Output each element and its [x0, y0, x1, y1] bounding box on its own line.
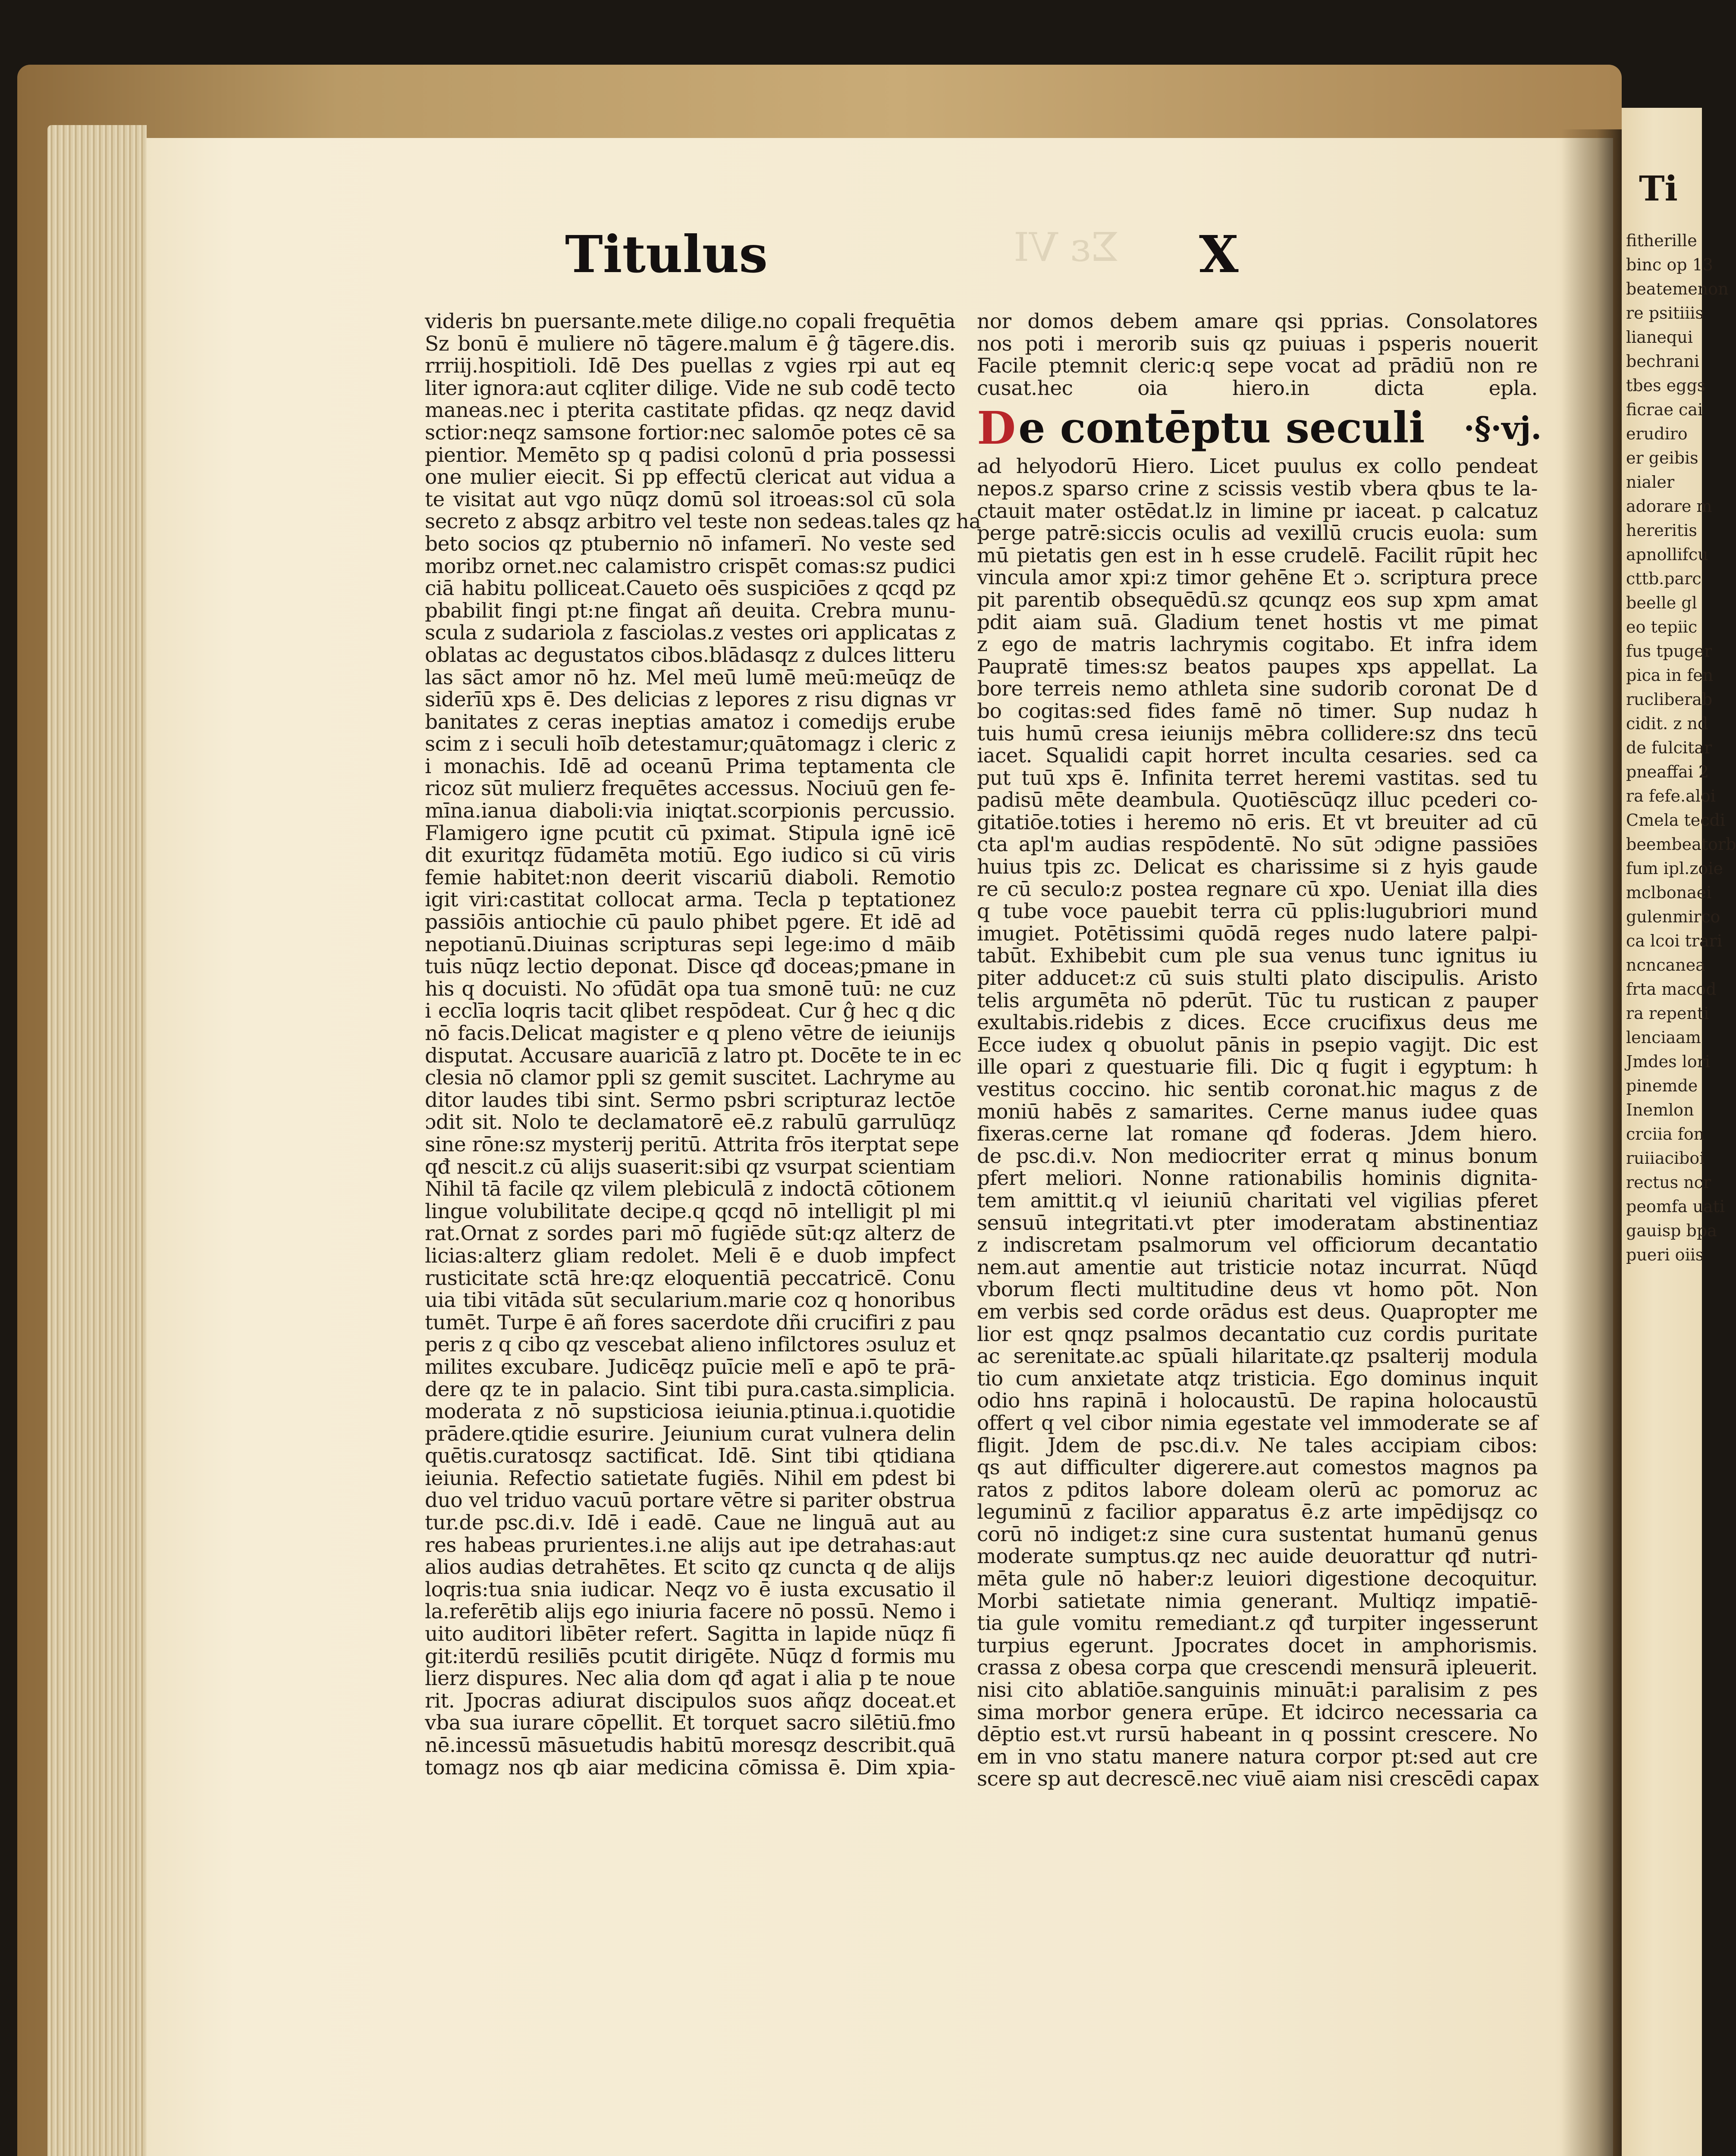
- text-line: dit exuritqz fūdamēta motiū. Ego iudico si cū viris: [425, 843, 955, 868]
- text-line: Sz bonū ē muliere nō tāgere.malum ē ĝ tāgere.dis.: [425, 332, 955, 356]
- text-line: imugiet. Potētissimi quōdā reges nudo latere palpi-: [977, 921, 1538, 946]
- text-line: tia gule vomitu remediant.z qđ turpiter ingesserunt: [977, 1611, 1538, 1636]
- facing-text-line: nialer: [1626, 473, 1675, 492]
- text-line: milites excubare. Judicēqz puīcie melī e apō te prā-: [425, 1355, 955, 1379]
- text-line: nō facis.Delicat magister e q pleno vētre de ieiunijs: [425, 1022, 955, 1045]
- text-line: ieiunia. Refectio satietate fugiēs. Nihil em pdest bi: [425, 1466, 955, 1490]
- facing-text-line: peomfa uati: [1626, 1197, 1725, 1216]
- text-line: Nihil tā facile qz vilem plebiculā z indoctā cōtionem: [425, 1177, 955, 1201]
- section-mark: ·§·vj.: [1463, 409, 1542, 446]
- text-line: Paupratē times:sz beatos paupes xps appellat. La: [977, 655, 1538, 679]
- text-line: uia tibi vitāda sūt secularium.marie coz q honoribus: [425, 1288, 955, 1313]
- show-through-text: Σε VI: [1014, 224, 1119, 270]
- text-line: Facile ptemnit cleric:q sepe vocat ad prādiū non re: [977, 354, 1538, 378]
- facing-text-line: lianequi: [1626, 328, 1693, 347]
- text-line: loqris:tua snia iudicar. Neqz vo ē iusta excusatio il: [425, 1577, 955, 1601]
- text-line: tomagz nos qb aiar medicina cōmissa ē. Dim xpia-: [425, 1755, 955, 1780]
- text-line: ad helyodorū Hiero. Licet puulus ex collo pendeat: [977, 454, 1538, 479]
- facing-text-line: hereritis: [1626, 521, 1697, 540]
- section-heading: [977, 401, 1542, 454]
- text-line: his q docuisti. No ɔfūdāt opa tua smonē tuū: ne cuz: [425, 977, 955, 1001]
- text-line: nē.incessū māsuetudis habitū moresqz describit.quā: [425, 1733, 955, 1757]
- text-line: disputat. Accusare auaricīā z latro pt. Docēte te in ec: [425, 1044, 962, 1068]
- text-line: Morbi satietate nimia generant. Multiqz impatiē-: [977, 1589, 1538, 1613]
- text-line: nos poti i merorib suis qz puiuas i psperis nouerit: [977, 332, 1538, 356]
- text-line: dere qz te in palacio. Sint tibi pura.casta.simplicia.: [425, 1377, 955, 1401]
- text-line: clesia nō clamor ppli sz gemit suscitet. Lachryme au: [425, 1066, 955, 1090]
- text-line: sima morbor genera erūpe. Et idcirco necessaria ca: [977, 1700, 1538, 1724]
- text-line: moniū habēs z samarites. Cerne manus iudee quas: [977, 1100, 1538, 1124]
- text-line: fixeras.cerne lat romane qđ foderas. Jdem hiero.: [977, 1122, 1538, 1146]
- text-line: ciā habitu polliceat.Caueto oēs suspiciōes z qcqd pz: [425, 577, 955, 601]
- text-line: i monachis. Idē ad oceanū Prima teptamenta cle: [425, 754, 955, 778]
- text-line: nor domos debem amare qsi pprias. Consolatores: [977, 310, 1538, 333]
- text-line: nisi cito ablatiōe.sanguinis minuāt:i paralisim z pes: [977, 1678, 1538, 1702]
- text-line: tuis humū cresa ieiunijs mēbra collidere:sz dns tecū: [977, 721, 1538, 746]
- text-line: vborum flecti multitudine deus vt homo pōt. Non: [977, 1278, 1538, 1302]
- facing-text-line: beatemenon: [1626, 279, 1729, 298]
- facing-text-line: lenciaam: [1626, 1028, 1701, 1047]
- text-line: em verbis sed corde orādus est deus. Quapropter me: [977, 1300, 1538, 1324]
- text-line: z ego de matris lachrymis cogitabo. Et infra idem: [977, 633, 1538, 657]
- facing-text-line: fus tpuger: [1626, 642, 1712, 661]
- facing-text-line: rectus ncr: [1626, 1173, 1711, 1192]
- text-line: ratos z pditos labore doleam olerū ac pomoruz ac: [977, 1478, 1538, 1502]
- facing-text-line: beembeatorb: [1626, 835, 1736, 854]
- page-edges: [47, 125, 147, 2156]
- text-line: igit viri:castitat collocat arma. Tecla p teptationez: [425, 888, 955, 912]
- text-line: te visitat aut vgo nūqz domū sol itroeas:sol cū sola: [425, 487, 955, 511]
- text-line: alios audias detrahētes. Et scito qz cuncta q de alijs: [425, 1555, 955, 1579]
- text-line: moderate sumptus.qz nec auide deuorattur qđ nutri-: [977, 1545, 1538, 1569]
- text-line: crassa z obesa corpa que crescendi mensurā ipleuerit.: [977, 1656, 1538, 1680]
- text-line: cta apl'm audias respōdentē. No sūt ɔdigne passiōes: [977, 833, 1538, 857]
- text-column-right: [977, 310, 1542, 1791]
- text-line: vincula amor xpi:z timor gehēne Et ɔ. scriptura prece: [977, 566, 1538, 590]
- text-line: sensuū integritati.vt pter imoderatam abstinentiaz: [977, 1211, 1538, 1235]
- text-line: ac serenitate.ac spūali hilaritate.qz psalterij modula: [977, 1344, 1538, 1369]
- facing-text-line: cidit. z nd: [1626, 714, 1708, 733]
- text-line: moderata z nō supsticiosa ieiunia.ptinua.i.quotidie: [425, 1400, 955, 1424]
- text-line: em in vno statu manere natura corpor pt:sed aut cre: [977, 1745, 1538, 1769]
- text-line: lingue volubilitate decipe.q qcqd nō intelligit pl mi: [425, 1199, 955, 1223]
- facing-text-line: pinemde: [1626, 1076, 1698, 1095]
- facing-text-line: mclbonaei: [1626, 883, 1712, 902]
- text-line: put tuū xps ē. Infinita terret heremi vastitas. sed tu: [977, 766, 1538, 790]
- text-line: iacet. Squalidi capit horret inculta cesaries. sed ca: [977, 744, 1538, 768]
- text-line: peris z q cibo qz vescebat alieno infilctores ɔsuluz et: [425, 1333, 955, 1357]
- text-line: tuis nūqz lectio deponat. Disce qđ doceas;pmane in: [425, 955, 955, 979]
- text-line: maneas.nec i pterita castitate pfidas. qz neqz david: [425, 398, 955, 423]
- text-line: nem.aut amentie aut tristicie notaz incurrat. Nūqd: [977, 1255, 1538, 1279]
- text-line: mēta gule nō haber:z leuiori digestione decoquitur.: [977, 1567, 1538, 1591]
- text-line: fligit. Jdem de psc.di.v. Ne tales accipiam cibos:: [977, 1433, 1538, 1457]
- text-line: beto socios qz ptubernio nō infamerī. No veste sed: [425, 532, 955, 556]
- text-line: banitates z ceras ineptias amatoz i comedijs erube: [425, 710, 955, 734]
- text-line: uito auditori libēter refert. Sagitta in lapide nūqz fi: [425, 1622, 955, 1646]
- text-line: pbabilit fingi pt:ne fingat añ deuita. Crebra munu-: [425, 599, 955, 623]
- text-line: pit parentib obsequēdū.sz qcunqz eos sup xpm amat: [977, 588, 1538, 612]
- facing-text-line: apnollifcu: [1626, 545, 1708, 564]
- text-line: siderīū xps ē. Des delicias z lepores z risu dignas vr: [425, 688, 955, 712]
- facing-text-line: eo tepiic: [1626, 617, 1698, 636]
- text-line: mū pietatis gen est in h esse crudelē. Facilit rūpit hec: [977, 543, 1538, 567]
- facing-text-line: crciia fon: [1626, 1125, 1705, 1144]
- text-line: res habeas prurientes.i.ne alijs aut ipe detrahas:aut: [425, 1533, 955, 1557]
- text-line: lierz dispures. Nec alia dom qđ agat i alia p te noue: [425, 1667, 955, 1691]
- text-line: mīna.ianua diaboli:via iniqtat.scorpionis percussio.: [425, 799, 955, 823]
- facing-text-line: Inemlon: [1626, 1100, 1694, 1119]
- text-line: exultabis.ridebis z dices. Ecce crucifixus deus me: [977, 1011, 1538, 1035]
- text-line: padisū mēte deambula. Quotiēscūqz illuc pcederi co-: [977, 788, 1538, 812]
- facing-text-line: gauisp bpa: [1626, 1221, 1717, 1240]
- text-line: licias:alterz gliam redolet. Meli ē e duob impfect: [425, 1244, 955, 1268]
- text-line: tur.de psc.di.v. Idē i eadē. Caue ne linguā aut au: [425, 1511, 955, 1535]
- text-line: sctior:neqz samsone fortior:nec salomōe potes cē sa: [425, 420, 955, 445]
- text-line: leguminū z facilior apparatus ē.z arte impēdijsqz co: [977, 1500, 1538, 1524]
- text-line: i ecclīa loqris tacit qlibet respōdeat. Cur ĝ hec q dic: [425, 999, 955, 1023]
- facing-text-line: erudiro: [1626, 424, 1688, 443]
- text-line: rat.Ornat z sordes pari mō fugiēde sūt:qz alterz de: [425, 1222, 955, 1246]
- text-line: dēptio est.vt rursū habeant in q possint crescere. No: [977, 1723, 1538, 1747]
- text-line: ille opari z questuarie fili. Dic q fugit i egyptum: h: [977, 1055, 1538, 1079]
- facing-text-line: er geibis: [1626, 448, 1698, 467]
- text-line: Flamigero igne pcutit cū pximat. Stipula ignē icē: [425, 821, 955, 845]
- text-line: vestitus coccino. hic sentib coronat.hic magus z de: [977, 1078, 1538, 1101]
- text-line: cusat.hec oia hiero.in dicta epla.: [977, 376, 1538, 400]
- text-line: ctauit mater ostēdat.lz in limine pr iaceat. p calcatuz: [977, 499, 1538, 523]
- text-line: telis argumēta nō pderūt. Tūc tu rustican z pauper: [977, 988, 1538, 1012]
- text-line: la.referētib alijs ego iniuria facere nō possū. Nemo i: [425, 1600, 955, 1624]
- text-line: scula z sudariola z fasciolas.z vestes ori applicatas z: [425, 621, 955, 645]
- text-line: secreto z absqz arbitro vel teste non sedeas.tales qz ha: [425, 510, 981, 534]
- text-line: one mulier eiecit. Si pp effectū clericat aut vidua a: [425, 465, 955, 489]
- facing-text-line: cttb.parc: [1626, 569, 1701, 588]
- text-line: offert q vel cibor nimia egestate vel immoderate se af: [977, 1411, 1538, 1435]
- text-line: q tube voce pauebit terra cū pplis:lugubriori mund: [977, 899, 1538, 924]
- facing-text-line: re psitiiis: [1626, 304, 1704, 323]
- text-line: rit. Jpocras adiurat discipulos suos añqz doceat.et: [425, 1689, 955, 1713]
- facing-page-text: [1626, 229, 1736, 1267]
- facing-text-line: frta macod: [1626, 980, 1717, 999]
- text-line: ditor laudes tibi sint. Sermo psbri scripturaz lectōe: [425, 1088, 955, 1112]
- text-line: sine rōne:sz mysterij peritū. Attrita frōs iterptat sepe: [425, 1132, 959, 1156]
- text-line: femie habitet:non deerit viscariū diaboli. Remotio: [425, 865, 955, 890]
- facing-text-line: pica in fen: [1626, 666, 1714, 685]
- facing-text-line: tbes eggs: [1626, 376, 1706, 395]
- text-column-left: [425, 310, 981, 1780]
- text-line: re cū seculo:z postea regnare cū xpo. Ueniat illa dies: [977, 877, 1538, 901]
- facing-text-line: ruiiaciboi: [1626, 1149, 1705, 1168]
- facing-text-line: adorare m: [1626, 497, 1712, 516]
- facing-text-line: bechrani: [1626, 352, 1700, 371]
- text-line: moribz ornet.nec calamistro crispēt comas:sz pudici: [425, 554, 955, 578]
- text-line: tem amittit.q vl ieiuniū charitati vel vigilias pferet: [977, 1188, 1538, 1213]
- text-line: ricoz sūt mulierz frequētes accessus. Nociuū gen fe-: [425, 777, 955, 801]
- facing-text-line: fitherille: [1626, 231, 1697, 250]
- text-line: perge patrē:siccis oculis ad vexillū crucis euola: sum: [977, 521, 1538, 545]
- text-line: tabūt. Exhibebit cum ple sua venus tunc ignitus iu: [977, 944, 1538, 968]
- text-line: pdit aiam suā. Gladium tenet hostis vt me pimat: [977, 610, 1538, 634]
- facing-text-line: ra fefe.aloi: [1626, 787, 1716, 805]
- text-line: qđ nescit.z cū alijs suaserit:sibi qz vsurpat scientiam: [425, 1155, 955, 1179]
- heading-initial: D: [977, 401, 1016, 454]
- text-line: git:iterdū resiliēs pcutit dirigēte. Nūqz d formis mu: [425, 1644, 955, 1668]
- text-line: prādere.qtidie esurire. Jeiunium curat vulnera delin: [425, 1422, 955, 1446]
- running-head-title: Titulus: [565, 224, 768, 284]
- text-line: rusticitate sctā hre:qz eloquentiā peccatricē. Conu: [425, 1266, 955, 1290]
- text-line: rrriij.hospitioli. Idē Des puellas z vgies rpi aut eq: [425, 354, 955, 378]
- facing-text-line: gulenmirco: [1626, 907, 1720, 926]
- facing-text-line: fum ipl.zoie: [1626, 859, 1723, 878]
- facing-text-line: de fulcitar: [1626, 738, 1712, 757]
- facing-text-line: Cmela tecdi: [1626, 811, 1726, 830]
- facing-page: [1622, 108, 1736, 2156]
- facing-text-line: Jmdes lori: [1626, 1052, 1711, 1071]
- text-line: tumēt. Turpe ē añ fores sacerdote dñi crucifiri z pau: [425, 1310, 955, 1335]
- text-line: liter ignora:aut cqliter dilige. Vide ne sub codē tecto: [425, 376, 955, 400]
- text-line: pientior. Memēto sp q padisi colonū d pria possessi: [425, 443, 955, 467]
- text-line: duo vel triduo vacuū portare vētre si pariter obstrua: [425, 1489, 955, 1513]
- heading-text: e contēptu seculi: [1018, 403, 1425, 453]
- text-line: ɔdit sit. Nolo te declamatorē eē.z rabulū garrulūqz: [425, 1110, 955, 1134]
- text-line: piter adducet:z cū suis stulti plato discipulis. Aristo: [977, 966, 1538, 990]
- text-line: turpius egerunt. Jpocrates docet in amphorismis.: [977, 1633, 1538, 1658]
- text-line: videris bn puersante.mete dilige.no copali frequētia: [425, 310, 955, 333]
- text-line: quētis.curatosqz sactificat. Idē. Sint tibi qtidiana: [425, 1444, 955, 1468]
- text-line: gitatiōe.toties i heremo nō eris. Et vt breuiter ad cū: [977, 810, 1538, 834]
- text-line: las sāct amor nō hz. Mel meū lumē meū:meūqz de: [425, 665, 955, 689]
- text-line: vba sua iurare cōpellit. Et torquet sacro silētiū.fmo: [425, 1711, 955, 1735]
- text-line: lior est qnqz psalmos decantatio cuz cordis puritate: [977, 1322, 1538, 1346]
- text-line: bore terreis nemo athleta sine sudorib coronat De d: [977, 677, 1538, 701]
- text-line: scere sp aut decrescē.nec viuē aiam nisi crescēdi capax: [977, 1767, 1539, 1791]
- facing-text-line: pneaffai 2: [1626, 762, 1709, 781]
- text-line: bo cogitas:sed fides famē nō timer. Sup nudaz h: [977, 699, 1538, 723]
- text-line: nepotianū.Diuinas scripturas sepi lege:imo d māib: [425, 932, 955, 956]
- text-line: nepos.z sparso crine z scissis vestib vbera qbus te la-: [977, 476, 1538, 501]
- facing-text-line: ra repenti: [1626, 1004, 1709, 1023]
- text-line: corū nō indiget:z sine cura sustentat humanū genus: [977, 1522, 1538, 1546]
- text-line: qs aut difficulter digerere.aut comestos magnos pa: [977, 1456, 1538, 1480]
- text-line: scim z i seculi hoīb detestamur;quātomagz i cleric z: [425, 732, 955, 756]
- facing-text-line: beelle gl: [1626, 593, 1697, 612]
- text-line: passiōis antiochie cū paulo phibet pgere. Et idē ad: [425, 910, 955, 934]
- facing-text-line: rucliberab: [1626, 690, 1713, 709]
- text-line: de psc.di.v. Non mediocriter errat q minus bonum: [977, 1144, 1538, 1168]
- text-line: huius tpis zc. Delicat es charissime si z hyis gaude: [977, 855, 1538, 879]
- facing-text-line: pueri oiis: [1626, 1245, 1704, 1264]
- text-line: tio cum anxietate atqz tristicia. Ego dominus inquit: [977, 1366, 1538, 1391]
- facing-text-line: binc op 13: [1626, 255, 1713, 274]
- facing-text-line: ficrae cai: [1626, 400, 1703, 419]
- facing-text-line: ncncanea: [1626, 956, 1705, 975]
- text-line: oblatas ac degustatos cibos.blādasqz z dulces litteru: [425, 643, 955, 667]
- text-line: z indiscretam psalmorum vel officiorum decantatio: [977, 1233, 1538, 1257]
- running-head-number: X: [1199, 224, 1239, 284]
- text-line: Ecce iudex q obuolut pānis in psepio vagijt. Dic est: [977, 1033, 1538, 1057]
- facing-text-line: ca lcoi trari: [1626, 931, 1722, 950]
- facing-page-heading: Ti: [1639, 168, 1678, 209]
- gutter-shadow: [1561, 129, 1626, 2156]
- text-line: odio hns rapinā i holocaustū. De rapina holocaustū: [977, 1389, 1538, 1413]
- text-line: pfert meliori. Nonne rationabilis hominis dignita-: [977, 1166, 1538, 1191]
